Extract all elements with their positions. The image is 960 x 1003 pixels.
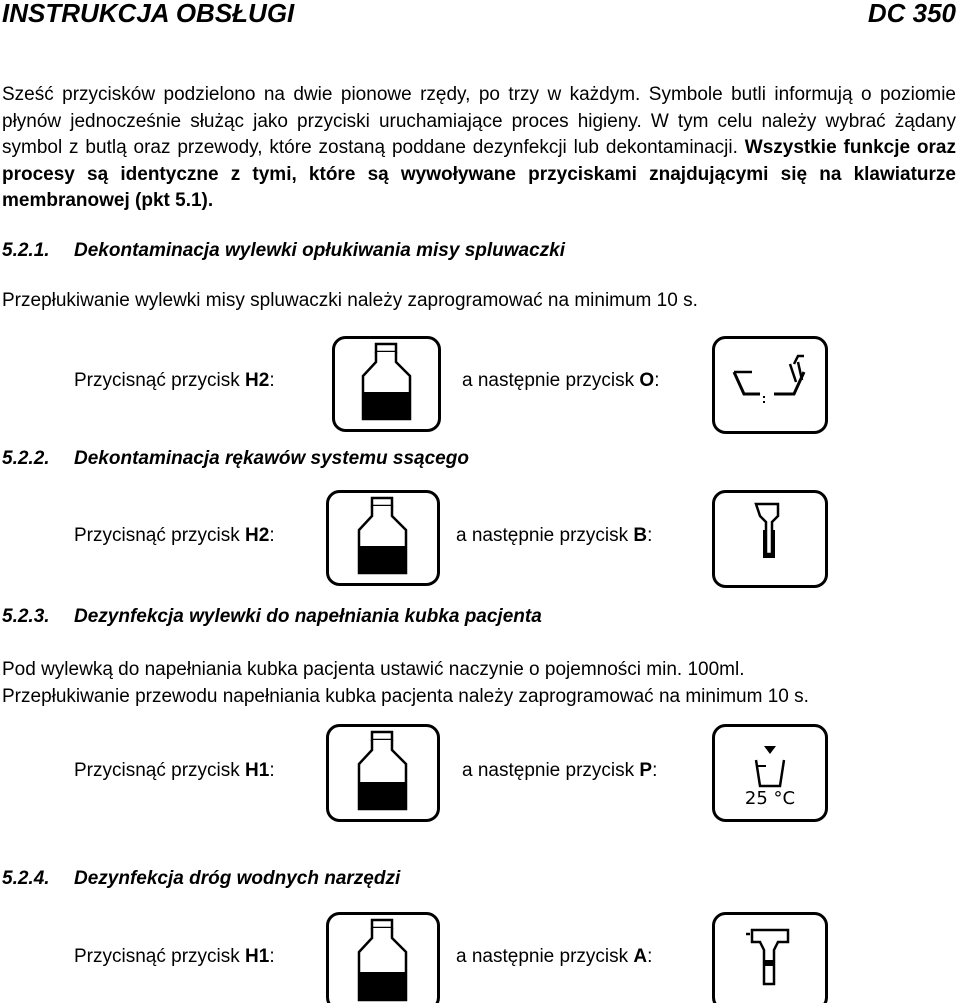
suction-hose-icon	[712, 490, 828, 588]
bottle-button-h2[interactable]	[332, 336, 441, 432]
intro-paragraph: Sześć przycisków podzielono na dwie pionowe rzędy, po trzy w każdym. Symbole butli informują o poziomie płynów jednocześnie służąc jako przyciski uruchamiające proces higieny. W tym celu należy wybrać żądany symbol z butlą oraz przewody, które zostaną poddane dezynfekcji lub dekontaminacji. Wszystkie funkcje oraz procesy są identyczne z tymi, które są wywoływane przyciskami znajdującymi się na klawiaturze membranowej (pkt 5.1).	[2, 84, 956, 211]
bottle-button-h2[interactable]	[326, 490, 440, 586]
then-instruction: a następnie przycisk A:	[456, 946, 653, 967]
press-instruction: Przycisnąć przycisk H1:	[74, 760, 275, 781]
bottle-button-h1[interactable]	[326, 912, 440, 1003]
section-heading-5-2-2: 5.2.2. Dekontaminacja rękawów systemu ssącego	[2, 448, 469, 469]
spittoon-button-o[interactable]	[712, 336, 828, 434]
bottle-level-icon	[326, 912, 440, 1003]
spittoon-bowl-icon	[712, 336, 828, 434]
then-instruction: a następnie przycisk O:	[462, 370, 660, 391]
handpiece-icon	[712, 912, 828, 1003]
then-instruction: a następnie przycisk B:	[456, 525, 653, 546]
section-heading-5-2-1: 5.2.1. Dekontaminacja wylewki opłukiwania misy spluwaczki	[2, 240, 566, 261]
document-title: INSTRUKCJA OBSŁUGI	[2, 0, 295, 28]
section-heading-5-2-4: 5.2.4. Dezynfekcja dróg wodnych narzędzi	[2, 868, 401, 889]
press-instruction: Przycisnąć przycisk H2:	[74, 370, 275, 391]
section-heading-5-2-3: 5.2.3. Dezynfekcja wylewki do napełniania kubka pacjenta	[2, 606, 542, 627]
model-name: DC 350	[867, 0, 956, 28]
suction-button-b[interactable]	[712, 490, 828, 588]
section-body: Przepłukiwanie wylewki misy spluwaczki należy zaprogramować na minimum 10 s.	[2, 290, 698, 311]
bottle-level-icon	[326, 724, 440, 822]
handpiece-button-a[interactable]	[712, 912, 828, 1003]
bottle-button-h1[interactable]	[326, 724, 440, 822]
then-instruction: a następnie przycisk P:	[462, 760, 658, 781]
bottle-level-icon	[332, 336, 441, 432]
press-instruction: Przycisnąć przycisk H1:	[74, 946, 275, 967]
cup-filler-button-p[interactable]	[712, 724, 828, 822]
bottle-level-icon	[326, 490, 440, 586]
temperature-label: 25 °C	[744, 788, 796, 809]
section-body: Pod wylewką do napełniania kubka pacjenta ustawić naczynie o pojemności min. 100ml. Przepłukiwanie przewodu napełniania kubka pacjenta należy zaprogramować na minimum 10 s.	[2, 659, 809, 707]
page-header	[0, 0, 960, 30]
press-instruction: Przycisnąć przycisk H2:	[74, 525, 275, 546]
